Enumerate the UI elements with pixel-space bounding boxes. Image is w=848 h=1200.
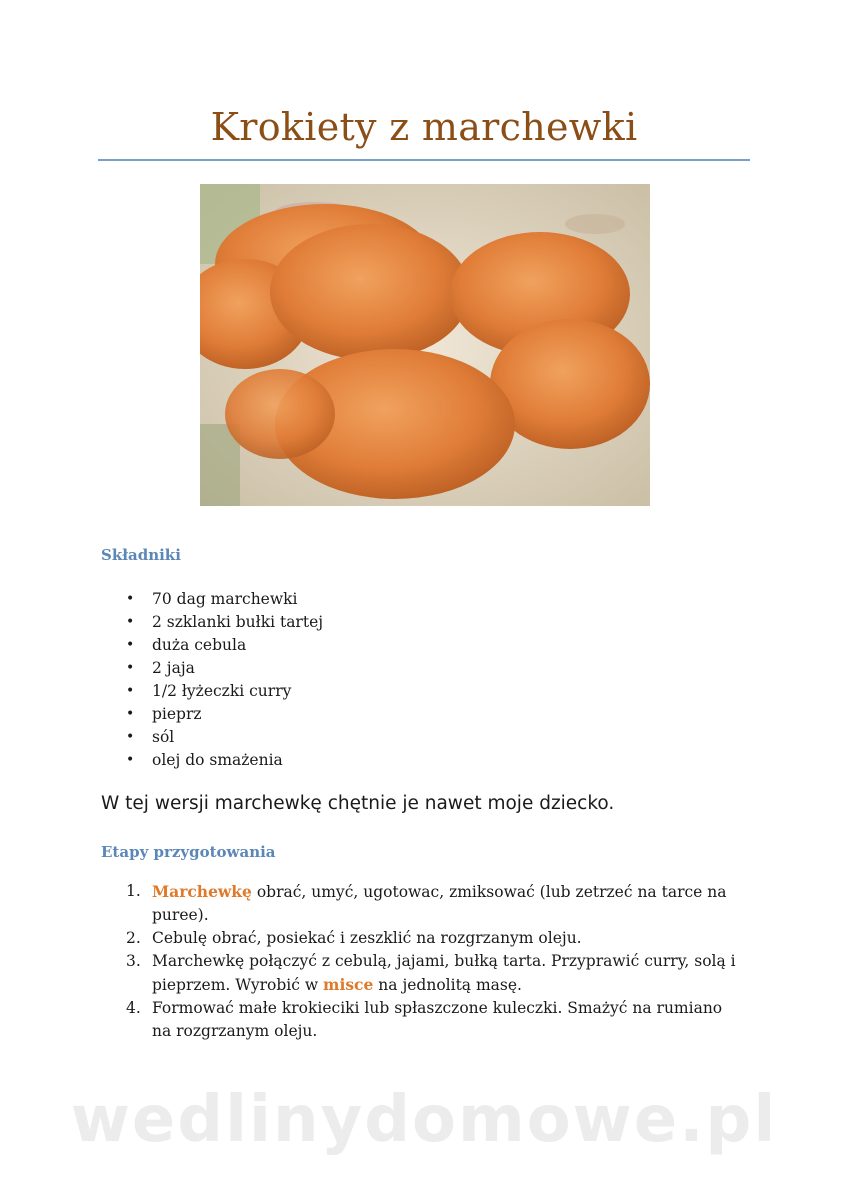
list-item: • sól <box>0 726 323 749</box>
bullet-icon: • <box>126 637 135 653</box>
misce-link[interactable]: misce <box>323 975 374 994</box>
list-item: • 2 szklanki bułki tartej <box>0 611 323 634</box>
list-item: • 1/2 łyżeczki curry <box>0 680 323 703</box>
ingredients-list <box>0 588 323 772</box>
step-number: 2. <box>126 929 141 947</box>
list-item: • 70 dag marchewki <box>0 588 323 611</box>
bullet-icon: • <box>126 683 135 699</box>
bullet-icon: • <box>126 752 135 768</box>
step-item: 1. Marchewkę obrać, umyć, ugotowac, zmiksować (lub zetrzeć na tarce na puree). <box>126 882 727 924</box>
page-title: Krokiety z marchewki <box>210 105 638 149</box>
croquettes-photo <box>200 184 650 506</box>
bullet-icon: • <box>126 706 135 722</box>
bullet-icon: • <box>126 660 135 676</box>
recipe-note: W tej wersji marchewkę chętnie je nawet moje dziecko. <box>101 793 615 814</box>
steps-heading: Etapy przygotowania <box>101 843 276 861</box>
step-number: 3. <box>126 952 141 970</box>
bullet-icon: • <box>126 591 135 607</box>
step-item: 2. Cebulę obrać, posiekać i zeszklić na rozgrzanym oleju. <box>0 927 740 950</box>
steps-list <box>0 880 740 1043</box>
list-item: • duża cebula <box>0 634 323 657</box>
list-item: • olej do smażenia <box>0 749 323 772</box>
title-divider <box>98 159 750 161</box>
ingredients-heading: Składniki <box>101 546 181 564</box>
list-item: • pieprz <box>0 703 323 726</box>
step-item: 3. Marchewkę połączyć z cebulą, jajami, bułką tarta. Przyprawić curry, solą i pieprzem. Wyrobić w misce na jednolitą masę. <box>126 952 736 994</box>
watermark: wedlinydomowe.pl <box>70 1083 778 1157</box>
step-number: 4. <box>126 999 141 1017</box>
bullet-icon: • <box>126 729 135 745</box>
list-item: • 2 jaja <box>0 657 323 680</box>
step-item: 4. Formować małe krokieciki lub spłaszczone kuleczki. Smażyć na rumiano na rozgrzanym oleju. <box>126 999 723 1040</box>
bullet-icon: • <box>126 614 135 630</box>
step-number: 1. <box>126 882 141 900</box>
marchewke-link[interactable]: Marchewkę <box>152 882 252 901</box>
